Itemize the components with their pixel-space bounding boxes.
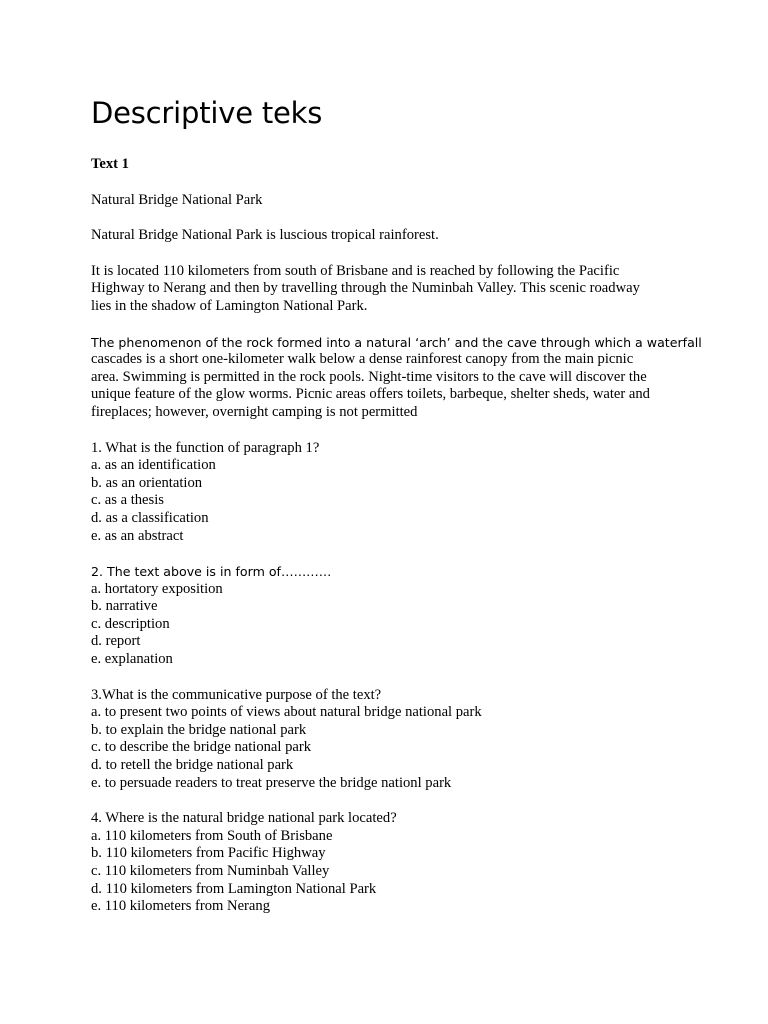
paragraph-line: It is located 110 kilometers from south of Brisbane and is reached by following the Pacific — [91, 262, 620, 279]
question-2 — [91, 563, 691, 669]
answer-option: b. to explain the bridge national park — [91, 721, 307, 738]
question-1 — [91, 440, 691, 546]
paragraph-line: lies in the shadow of Lamington National Park. — [91, 297, 368, 314]
question-prompt: 3.What is the communicative purpose of the text? — [91, 686, 382, 703]
answer-options — [91, 581, 691, 669]
answer-option: e. to persuade readers to treat preserve the bridge nationl park — [91, 774, 452, 791]
answer-option: a. to present two points of views about natural bridge national park — [91, 704, 482, 721]
document-title: Descriptive teks — [91, 96, 323, 130]
paragraph-line: fireplaces; however, overnight camping is not permitted — [91, 403, 418, 420]
question-prompt: 1. What is the function of paragraph 1? — [91, 439, 320, 456]
paragraph-line: cascades is a short one-kilometer walk below a dense rainforest canopy from the main picnic — [91, 351, 634, 368]
answer-option: d. as a classification — [91, 509, 209, 526]
answer-option: d. 110 kilometers from Lamington National Park — [91, 880, 377, 897]
answer-options — [91, 828, 691, 916]
answer-option: a. 110 kilometers from South of Brisbane — [91, 827, 333, 844]
passage-intro: Natural Bridge National Park is luscious tropical rainforest. — [91, 227, 439, 244]
paragraph-line: unique feature of the glow worms. Picnic areas offers toilets, barbeque, shelter sheds, water and — [91, 386, 650, 403]
answer-option: e. 110 kilometers from Nerang — [91, 898, 270, 915]
answer-option: c. 110 kilometers from Numinbah Valley — [91, 863, 330, 879]
answer-option: e. explanation — [91, 651, 173, 668]
passage-paragraph-3 — [91, 334, 702, 422]
document-page — [91, 96, 702, 934]
answer-option: d. report — [91, 633, 141, 650]
paragraph-line: The phenomenon of the rock formed into a natural ‘arch’ and the cave through which a waterfall — [91, 334, 702, 350]
question-4 — [91, 810, 691, 916]
answer-option: b. narrative — [91, 598, 158, 615]
passage-paragraph-2 — [91, 263, 691, 316]
question-3 — [91, 687, 691, 793]
paragraph-line: Highway to Nerang and then by travelling through the Numinbah Valley. This scenic roadway — [91, 280, 640, 297]
answer-option: b. as an orientation — [91, 474, 203, 491]
question-prompt: 2. The text above is in form of………… — [91, 564, 332, 580]
answer-option: c. to describe the bridge national park — [91, 739, 312, 756]
text-heading: Text 1 — [91, 156, 129, 172]
paragraph-line: area. Swimming is permitted in the rock pools. Night-time visitors to the cave will discover the — [91, 368, 647, 385]
question-prompt: 4. Where is the natural bridge national park located? — [91, 810, 397, 827]
passage-title: Natural Bridge National Park — [91, 191, 263, 208]
answer-options — [91, 457, 691, 545]
answer-option: b. 110 kilometers from Pacific Highway — [91, 845, 326, 862]
answer-option: d. to retell the bridge national park — [91, 757, 294, 774]
answer-option: c. as a thesis — [91, 492, 164, 509]
answer-option: a. hortatory exposition — [91, 580, 223, 597]
answer-option: a. as an identification — [91, 457, 216, 474]
answer-option: c. description — [91, 615, 170, 632]
answer-option: e. as an abstract — [91, 527, 184, 544]
answer-options — [91, 704, 691, 792]
